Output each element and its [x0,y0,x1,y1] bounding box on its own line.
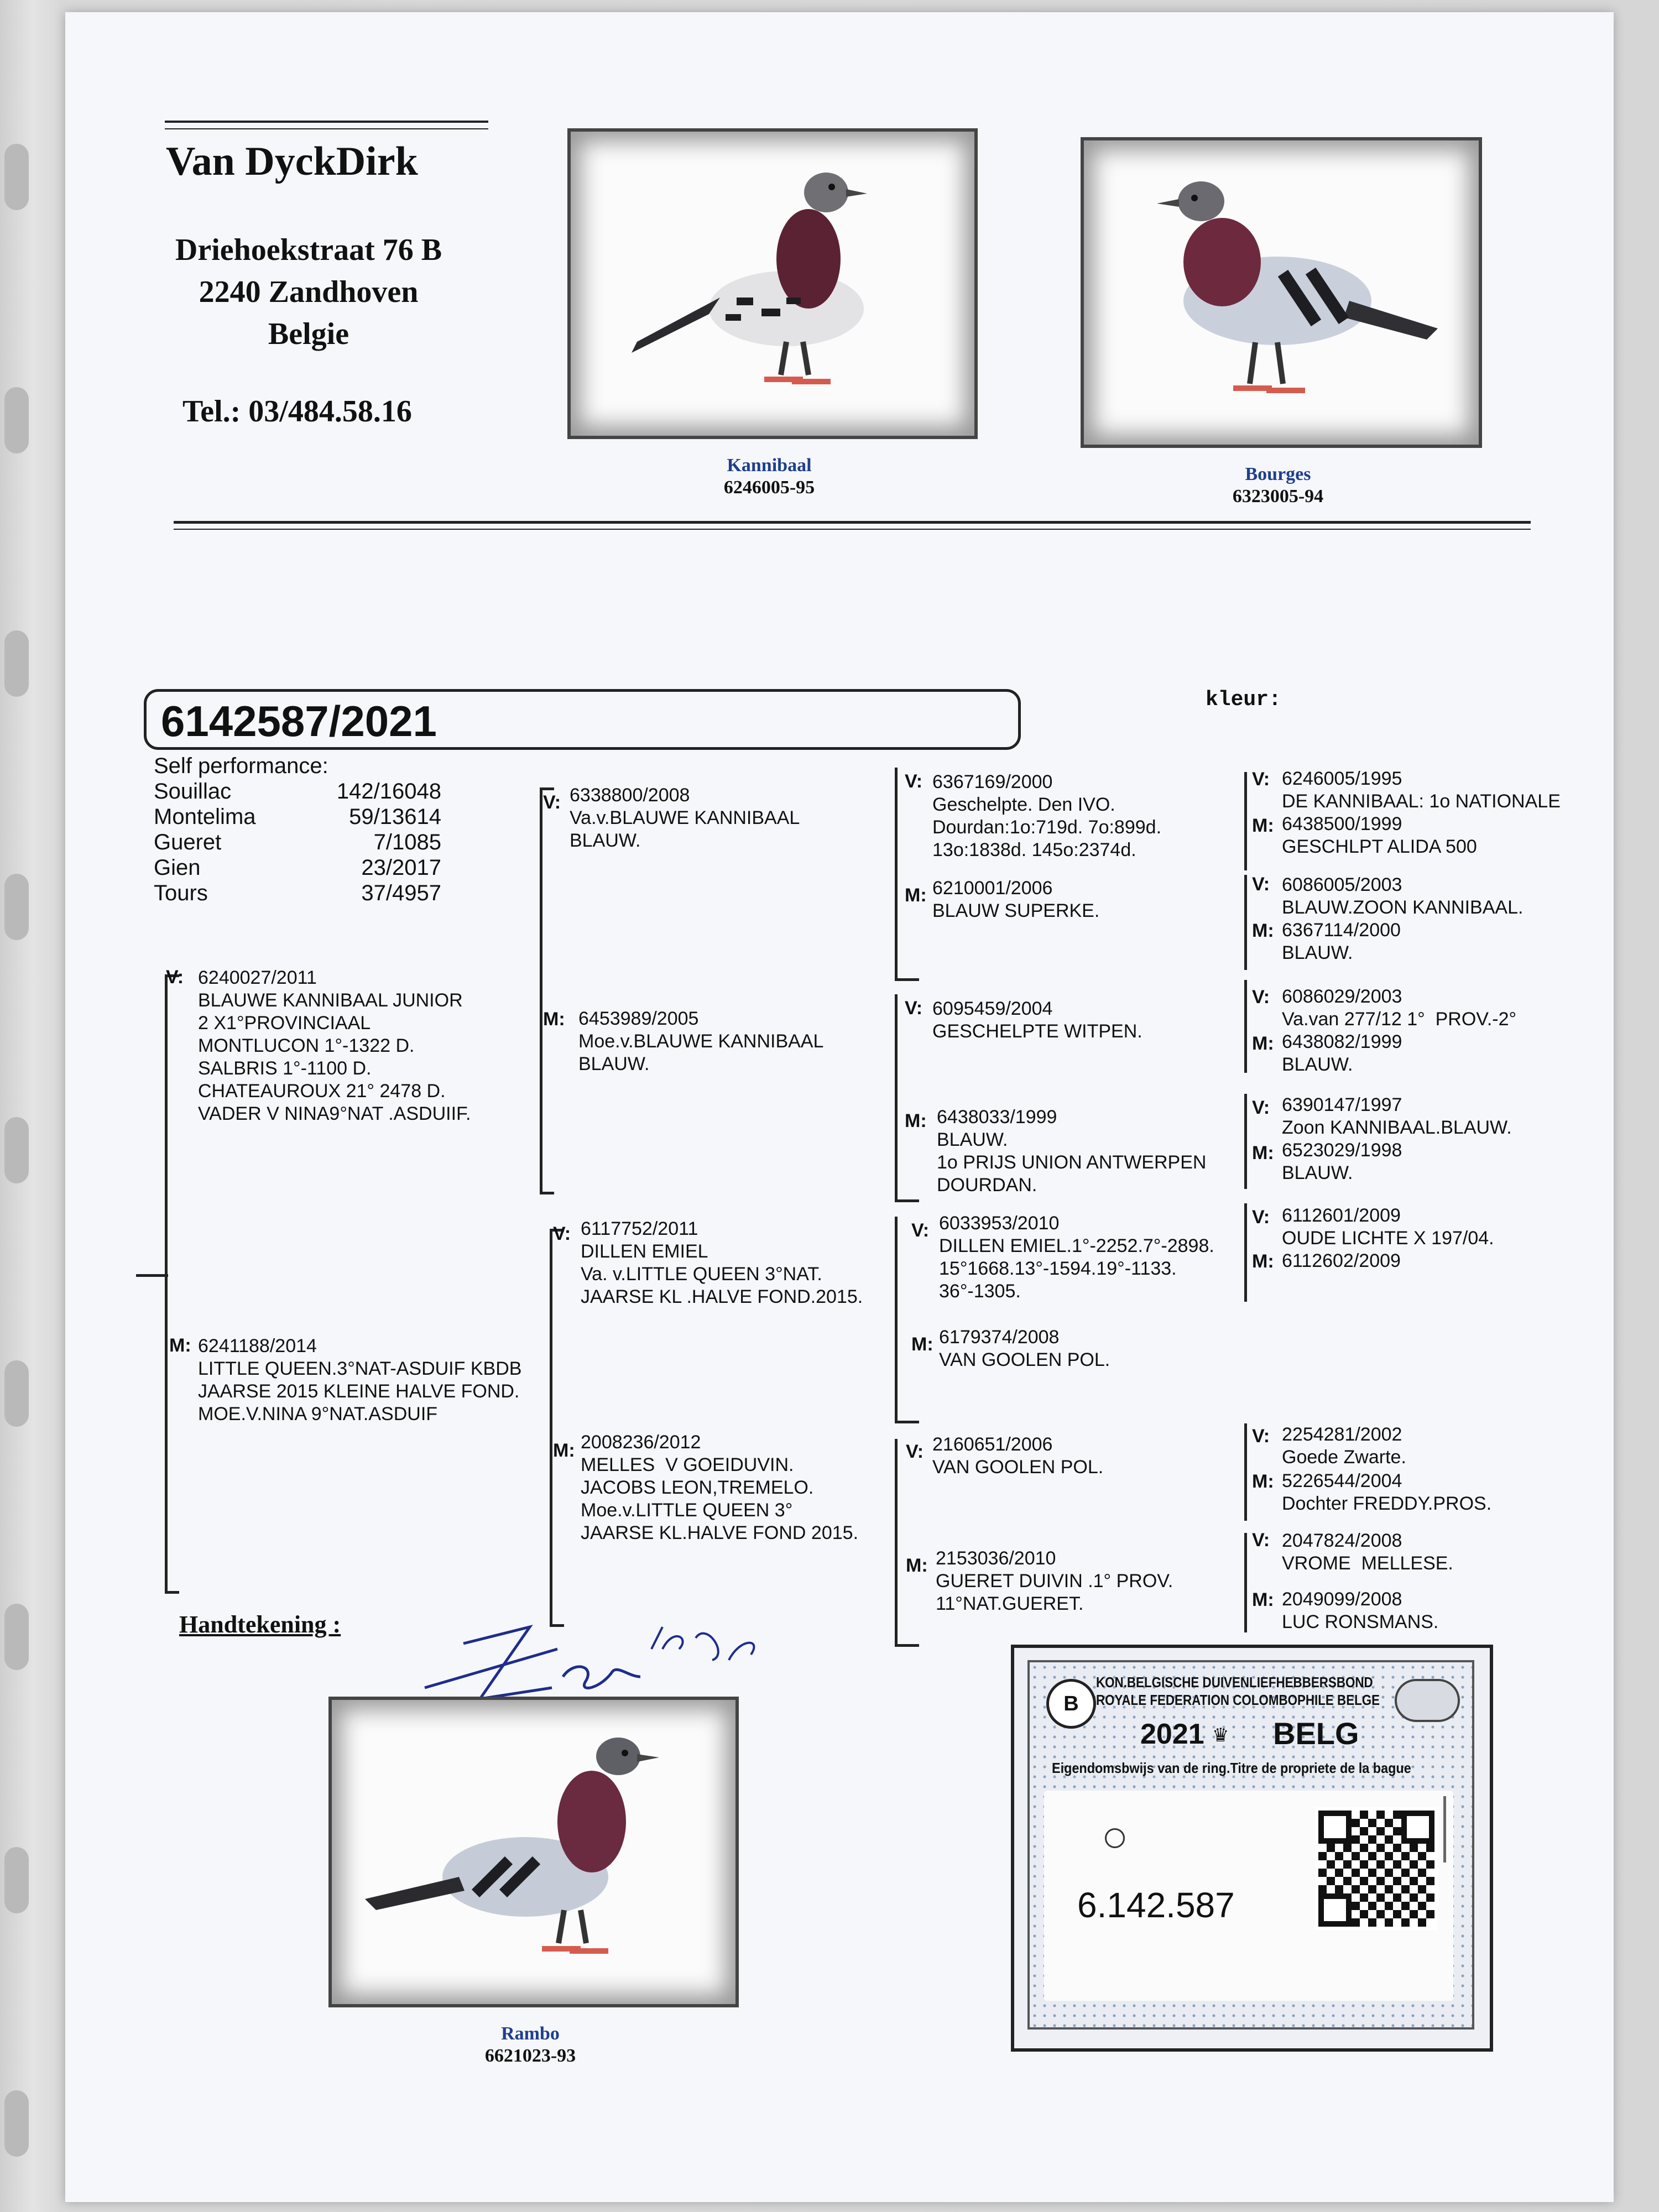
race-name: Montelima [154,805,256,829]
sire-label: V: [166,967,184,988]
photo-name: Rambo [501,2023,560,2044]
federation-emblem-icon [1395,1679,1460,1722]
ring-card-body [1044,1791,1453,2001]
pedigree-entry: 2153036/2010 GUERET DUIVIN .1° PROV. 11°NAT.GUERET. [936,1548,1173,1614]
race-name: Gien [154,855,201,880]
ring-card-number: 6.142.587 [1077,1885,1235,1925]
pedigree-line [540,787,554,790]
pedigree-line [165,974,168,1594]
kannibaal-photo [567,128,978,439]
performance-title: Self performance: [154,754,328,778]
pedigree-entry: 6210001/2006 BLAUW SUPERKE. [932,878,1100,921]
performance-row [154,880,463,906]
pedigree-entry: 2047824/2008 VROME MELLESE. [1282,1530,1453,1574]
performance-row [154,830,463,855]
bourges-caption [1081,463,1475,508]
pigeon-illustration [332,1700,735,2004]
address-street: Driehoekstraat 76 B [175,233,442,267]
dam-label: M: [1252,815,1274,836]
performance-row [154,779,463,804]
pedigree-sheet [65,12,1614,2202]
breeder-name: Van DyckDirk [166,139,418,184]
performance-row [154,804,463,830]
pedigree-entry: 6112602/2009 [1282,1250,1401,1271]
sire-entry: 6240027/2011 BLAUWE KANNIBAAL JUNIOR 2 X1°PROVINCIAAL MONTLUCON 1°-1322 D. SALBRIS 1°-1100 D. CHATEAUROUX 21° 2478 D. VADER V NINA9°NAT .ASDUIIF. [198,967,471,1124]
dam-label: M: [911,1334,933,1355]
pedigree-line [540,1192,554,1194]
pedigree-line [895,978,919,981]
ring-card-subtitle: Eigendomsbwijs van de ring.Titre de propriete de la bague [1052,1760,1411,1776]
dam-label: M: [543,1009,565,1030]
pedigree-line [136,1274,168,1277]
pedigree-entry: 6390147/1997 Zoon KANNIBAAL.BLAUW. [1282,1094,1512,1138]
race-name: Tours [154,881,208,905]
pedigree-line [895,1644,919,1647]
race-name: Gueret [154,830,222,854]
pedigree-entry: 6453989/2005 Moe.v.BLAUWE KANNIBAAL BLAUW. [578,1008,824,1074]
race-result: 59/13614 [349,805,441,829]
sire-label: V: [1252,1530,1270,1551]
pedigree-line [1244,772,1247,870]
pedigree-line [895,768,898,981]
ring-number: 6142587/2021 [161,697,437,745]
dam-label: M: [1252,1589,1274,1610]
pedigree-entry: 6033953/2010 DILLEN EMIEL.1°-2252.7°-2898. 15°1668.13°-1594.19°-1133. 36°-1305. [939,1213,1214,1302]
pedigree-entry: 5226544/2004 Dochter FREDDY.PROS. [1282,1470,1492,1514]
punch-hole-icon [1105,1828,1125,1848]
qr-code-icon [1315,1807,1438,1930]
sire-label: V: [1252,987,1270,1008]
dam-label: M: [905,885,927,906]
rambo-photo [328,1697,739,2007]
breeder-address [98,229,519,355]
pedigree-line [540,787,542,1194]
pedigree-entry: 6523029/1998 BLAUW. [1282,1140,1402,1183]
org-name-fr: ROYALE FEDERATION COLOMBOPHILE BELGE [1096,1692,1380,1708]
sire-label: V: [906,1441,924,1462]
breeder-phone: Tel.: 03/484.58.16 [182,394,412,429]
ring-card [1011,1645,1493,2052]
org-name-nl: KON.BELGISCHE DUIVENLIEFHEBBERSBOND [1096,1674,1373,1691]
sire-label: V: [905,998,923,1019]
photo-name: Bourges [1245,464,1311,484]
pedigree-line [895,1217,898,1423]
pedigree-entry: 2049099/2008 LUC RONSMANS. [1282,1589,1439,1632]
binder-hole [4,874,29,940]
dam-label: M: [1252,1142,1274,1164]
pedigree-entry: 6367169/2000 Geschelpte. Den IVO. Dourdan:1o:719d. 7o:899d. 13o:1838d. 145o:2374d. [932,771,1162,860]
pedigree-line [1244,1203,1247,1302]
dam-label: M: [553,1440,575,1461]
kbdb-logo-icon: B [1046,1679,1096,1729]
pedigree-entry: 6095459/2004 GESCHELPTE WITPEN. [932,998,1142,1042]
pedigree-entry: 6367114/2000 BLAUW. [1282,920,1401,963]
pedigree-entry: 2254281/2002 Goede Zwarte. [1282,1424,1406,1468]
dam-entry: 6241188/2014 LITTLE QUEEN.3°NAT-ASDUIF KBDB JAARSE 2015 KLEINE HALVE FOND. MOE.V.NINA 9°NAT.ASDUIF [198,1335,522,1425]
pedigree-entry: 6246005/1995 DE KANNIBAAL: 1o NATIONALE [1282,768,1561,812]
pedigree-entry: 6086005/2003 BLAUW.ZOON KANNIBAAL. [1282,874,1524,918]
kannibaal-caption [567,455,971,499]
performance-row [154,855,463,880]
sire-label: V: [911,1220,930,1241]
pedigree-line [895,1439,898,1647]
race-result: 142/16048 [336,779,441,804]
pedigree-entry: 2160651/2006 VAN GOOLEN POL. [932,1434,1104,1478]
bourges-photo [1081,137,1482,448]
section-rule [174,521,1531,524]
sire-label: V: [543,792,561,813]
ring-card-year: 2021 [1140,1718,1204,1750]
pigeon-illustration [1084,140,1479,445]
race-result: 7/1085 [373,830,441,854]
photo-ring: 6246005-95 [723,477,815,498]
sire-label: V: [1252,769,1270,790]
crown-icon: ♛ [1212,1725,1229,1746]
binder-hole [4,1604,29,1670]
pedigree-line [895,1199,919,1202]
pedigree-line [1244,1423,1247,1521]
sire-label: V: [1252,1097,1270,1118]
dam-label: M: [905,1110,927,1131]
pedigree-entry: 6438082/1999 BLAUW. [1282,1031,1402,1075]
dam-label: M: [169,1335,191,1356]
header-rule [165,121,488,123]
pedigree-line [895,994,898,1202]
dam-label: M: [1252,1251,1274,1272]
pedigree-line [1244,1533,1247,1632]
rambo-caption [328,2023,732,2067]
pedigree-entry: 6438033/1999 BLAUW. 1o PRIJS UNION ANTWERPEN DOURDAN. [937,1107,1207,1196]
pedigree-entry: 6179374/2008 VAN GOOLEN POL. [939,1327,1110,1370]
sire-label: V: [1252,874,1270,895]
pedigree-entry: 6338800/2008 Va.v.BLAUWE KANNIBAAL BLAUW. [570,785,800,851]
pedigree-line [1244,1094,1247,1189]
race-name: Souillac [154,779,232,804]
sire-label: V: [553,1223,571,1244]
binder-hole [4,2090,29,2157]
section-rule [174,529,1531,530]
pedigree-line [165,1591,179,1594]
header-rule [165,128,488,129]
pedigree-line [550,1229,552,1627]
binder-hole [4,1360,29,1427]
signature-label: Handtekening : [179,1611,341,1638]
binder-hole [4,1847,29,1913]
ring-card-border [1027,1660,1474,2030]
pedigree-line [895,1421,919,1423]
pigeon-illustration [571,132,974,436]
photo-name: Kannibaal [727,455,812,476]
dam-label: M: [1252,920,1274,941]
pedigree-entry: 6112601/2009 OUDE LICHTE X 197/04. [1282,1205,1494,1249]
binder-hole [4,630,29,697]
dam-label: M: [1252,1471,1274,1492]
photo-ring: 6323005-94 [1232,486,1324,507]
sire-label: V: [1252,1207,1270,1228]
race-result: 37/4957 [361,881,441,905]
ring-card-country: BELG [1273,1716,1359,1751]
address-city: 2240 Zandhoven [199,275,419,309]
binder-hole [4,1117,29,1183]
dam-label: M: [906,1555,928,1576]
binder-hole [4,387,29,453]
sire-label: V: [1252,1426,1270,1447]
binder-hole [4,144,29,210]
color-label: kleur: [1206,688,1281,712]
photo-ring: 6621023-93 [484,2046,576,2066]
sire-label: V: [905,771,923,792]
pedigree-entry: 2008236/2012 MELLES V GOEIDUVIN. JACOBS LEON,TREMELO. Moe.v.LITTLE QUEEN 3° JAARSE KL.HALVE FOND 2015. [581,1432,859,1543]
pedigree-line [1244,875,1247,970]
ring-title-box [144,689,1021,750]
self-performance [154,753,463,906]
race-result: 23/2017 [361,855,441,880]
pedigree-entry: 6086029/2003 Va.van 277/12 1° PROV.-2° [1282,986,1517,1030]
ring-slot [1443,1796,1446,1863]
pedigree-entry: 6117752/2011 DILLEN EMIEL Va. v.LITTLE QUEEN 3°NAT. JAARSE KL .HALVE FOND.2015. [581,1218,863,1307]
pedigree-line [1244,980,1247,1073]
ring-card-org [1096,1673,1380,1709]
address-country: Belgie [268,317,349,351]
dam-label: M: [1252,1033,1274,1054]
pedigree-entry: 6438500/1999 GESCHLPT ALIDA 500 [1282,813,1477,857]
